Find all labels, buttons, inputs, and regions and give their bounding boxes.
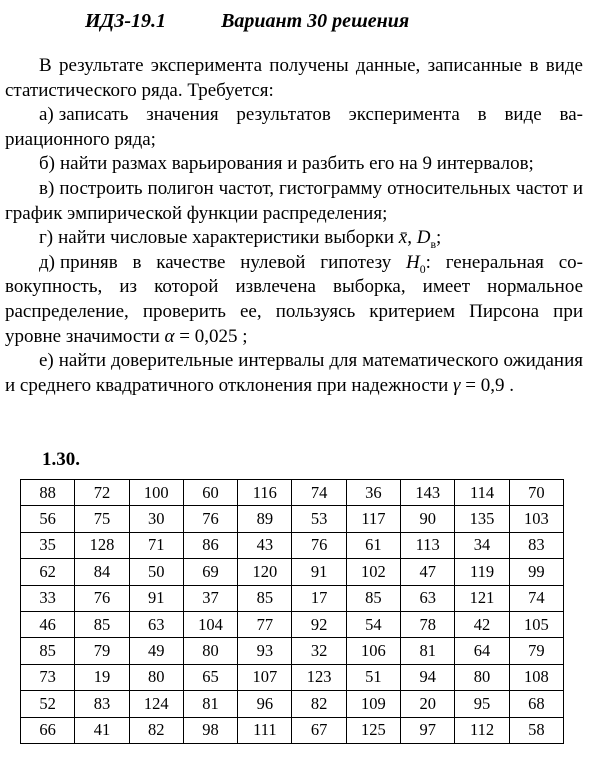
- table-body: [21, 480, 564, 744]
- equals-sign: =: [465, 374, 476, 396]
- table-cell: 61: [346, 532, 400, 558]
- table-cell: 91: [129, 585, 183, 611]
- alpha-symbol: α: [164, 325, 175, 347]
- assignment-code: ИДЗ-19.1: [85, 10, 167, 32]
- table-cell: 65: [183, 664, 237, 690]
- sample-variance-symbol: [416, 227, 437, 251]
- table-cell: 106: [346, 638, 400, 664]
- table-cell: 96: [238, 691, 292, 717]
- table-cell: 75: [75, 506, 129, 532]
- table-cell: 76: [75, 585, 129, 611]
- table-cell: 49: [129, 638, 183, 664]
- alpha-value: 0,025: [194, 325, 238, 347]
- table-cell: 135: [455, 506, 509, 532]
- table-cell: 72: [75, 480, 129, 506]
- table-cell: 83: [509, 532, 563, 558]
- table-cell: 41: [75, 717, 129, 743]
- table-cell: 124: [129, 691, 183, 717]
- table-cell: 34: [455, 532, 509, 558]
- item-a-label: а): [39, 104, 54, 126]
- table-cell: 104: [183, 611, 237, 637]
- hypothesis-letter: H: [406, 251, 420, 273]
- data-table: [20, 479, 564, 744]
- table-cell: 89: [238, 506, 292, 532]
- table-cell: 121: [455, 585, 509, 611]
- table-cell: 19: [75, 664, 129, 690]
- table-cell: 83: [75, 691, 129, 717]
- table-cell: 35: [21, 532, 75, 558]
- table-cell: 80: [455, 664, 509, 690]
- table-cell: 74: [509, 585, 563, 611]
- item-a-text: записать значения результатов эксперимента в виде вариационного ряда;: [5, 104, 583, 150]
- table-cell: 47: [401, 559, 455, 585]
- table-cell: 90: [401, 506, 455, 532]
- table-cell: 56: [21, 506, 75, 532]
- task-item-g: [5, 226, 583, 251]
- table-cell: 37: [183, 585, 237, 611]
- table-row: [21, 717, 564, 743]
- table-cell: 81: [401, 638, 455, 664]
- table-cell: 102: [346, 559, 400, 585]
- table-cell: 113: [401, 532, 455, 558]
- item-g-label: г): [39, 227, 54, 249]
- table-cell: 30: [129, 506, 183, 532]
- table-row: [21, 611, 564, 637]
- table-cell: 82: [292, 691, 346, 717]
- table-cell: 112: [455, 717, 509, 743]
- table-cell: 51: [346, 664, 400, 690]
- table-cell: 76: [292, 532, 346, 558]
- table-cell: 114: [455, 480, 509, 506]
- table-row: [21, 638, 564, 664]
- task-item-e: [5, 349, 583, 398]
- table-cell: 98: [183, 717, 237, 743]
- table-cell: 108: [509, 664, 563, 690]
- table-cell: 100: [129, 480, 183, 506]
- table-row: [21, 559, 564, 585]
- null-hypothesis-symbol: [406, 251, 426, 276]
- item-e-end: .: [509, 374, 514, 396]
- item-d-label: д): [39, 251, 55, 273]
- table-cell: 63: [401, 585, 455, 611]
- table-cell: 103: [509, 506, 563, 532]
- item-v-label: в): [39, 177, 55, 199]
- table-row: [21, 506, 564, 532]
- item-e-text-before: найти доверительные интервалы для математического ожидания и среднего квадратичного отклонения при надежности: [5, 350, 583, 396]
- table-cell: 82: [129, 717, 183, 743]
- item-v-text: построить полигон частот, гистограмму относительных частот и график эмпирической функции распределения;: [5, 177, 583, 224]
- table-cell: 97: [401, 717, 455, 743]
- table-cell: 85: [21, 638, 75, 664]
- table-cell: 20: [401, 691, 455, 717]
- table-cell: 53: [292, 506, 346, 532]
- table-cell: 119: [455, 559, 509, 585]
- table-cell: 88: [21, 480, 75, 506]
- item-b-label: б): [39, 153, 55, 175]
- problem-statement: [5, 54, 583, 448]
- hypothesis-subscript: 0: [419, 262, 426, 276]
- dispersion-subscript: в: [430, 237, 437, 251]
- gamma-value: 0,9: [480, 374, 505, 396]
- table-cell: 46: [21, 611, 75, 637]
- table-cell: 32: [292, 638, 346, 664]
- table-cell: 93: [238, 638, 292, 664]
- table-cell: 123: [292, 664, 346, 690]
- task-item-v: [5, 177, 583, 226]
- table-cell: 76: [183, 506, 237, 532]
- table-cell: 63: [129, 611, 183, 637]
- table-row: [21, 532, 564, 558]
- item-d-end: ;: [242, 325, 248, 347]
- table-cell: 73: [21, 664, 75, 690]
- task-item-a: [5, 103, 583, 152]
- table-cell: 68: [509, 691, 563, 717]
- table-cell: 58: [509, 717, 563, 743]
- table-cell: 42: [455, 611, 509, 637]
- intro-paragraph: В результате эксперимента получены данные, записанные в виде статистического ряда. Требуется:: [5, 55, 583, 101]
- xbar-symbol: x̄: [398, 227, 408, 249]
- table-cell: 80: [129, 664, 183, 690]
- table-cell: 66: [21, 717, 75, 743]
- dataset-number: 1.30.: [42, 449, 80, 470]
- table-cell: 109: [346, 691, 400, 717]
- table-cell: 74: [292, 480, 346, 506]
- table-cell: 60: [183, 480, 237, 506]
- table-cell: 36: [346, 480, 400, 506]
- table-cell: 78: [401, 611, 455, 637]
- table-cell: 143: [401, 480, 455, 506]
- table-cell: 111: [238, 717, 292, 743]
- table-cell: 64: [455, 638, 509, 664]
- table-cell: 94: [401, 664, 455, 690]
- gamma-symbol: γ: [453, 374, 461, 396]
- table-cell: 80: [183, 638, 237, 664]
- task-item-b: [5, 152, 583, 177]
- table-cell: 85: [75, 611, 129, 637]
- item-g-text: найти числовые характеристики выборки: [58, 227, 395, 249]
- table-cell: 43: [238, 532, 292, 558]
- table-cell: 17: [292, 585, 346, 611]
- item-d-text-before: приняв в качестве нулевой гипотезу: [60, 251, 392, 273]
- table-cell: 70: [509, 480, 563, 506]
- table-row: [21, 664, 564, 690]
- table-cell: 71: [129, 532, 183, 558]
- dispersion-letter: D: [416, 227, 431, 249]
- table-cell: 85: [346, 585, 400, 611]
- table-row: [21, 480, 564, 506]
- table-cell: 95: [455, 691, 509, 717]
- table-cell: 105: [509, 611, 563, 637]
- table-cell: 107: [238, 664, 292, 690]
- table-cell: 79: [509, 638, 563, 664]
- item-e-label: е): [39, 350, 54, 372]
- equals-sign: =: [179, 325, 190, 347]
- table-cell: 54: [346, 611, 400, 637]
- table-cell: 85: [238, 585, 292, 611]
- table-cell: 125: [346, 717, 400, 743]
- table-cell: 69: [183, 559, 237, 585]
- table-cell: 50: [129, 559, 183, 585]
- table-cell: 117: [346, 506, 400, 532]
- item-d-text-after: : генеральная совокупность, из которой извлечена выборка, имеет нормальное распределение, проверить ее, пользуясь критерием Пирсона при уровне значимости: [5, 251, 583, 347]
- task-item-d: [5, 251, 583, 349]
- table-cell: 116: [238, 480, 292, 506]
- item-g-end: ;: [436, 227, 442, 249]
- table-cell: 81: [183, 691, 237, 717]
- table-cell: 120: [238, 559, 292, 585]
- table-cell: 33: [21, 585, 75, 611]
- table-cell: 86: [183, 532, 237, 558]
- table-row: [21, 691, 564, 717]
- table-cell: 91: [292, 559, 346, 585]
- table-cell: 128: [75, 532, 129, 558]
- table-cell: 77: [238, 611, 292, 637]
- table-cell: 99: [509, 559, 563, 585]
- table-cell: 92: [292, 611, 346, 637]
- document-title: [0, 0, 600, 34]
- separator-comma: ,: [407, 227, 412, 249]
- variant-title: Вариант 30 решения: [221, 10, 410, 32]
- table-cell: 62: [21, 559, 75, 585]
- table-cell: 79: [75, 638, 129, 664]
- table-row: [21, 585, 564, 611]
- item-b-text: найти размах варьирования и разбить его на 9 интервалов;: [60, 153, 534, 175]
- table-cell: 52: [21, 691, 75, 717]
- table-cell: 67: [292, 717, 346, 743]
- table-cell: 84: [75, 559, 129, 585]
